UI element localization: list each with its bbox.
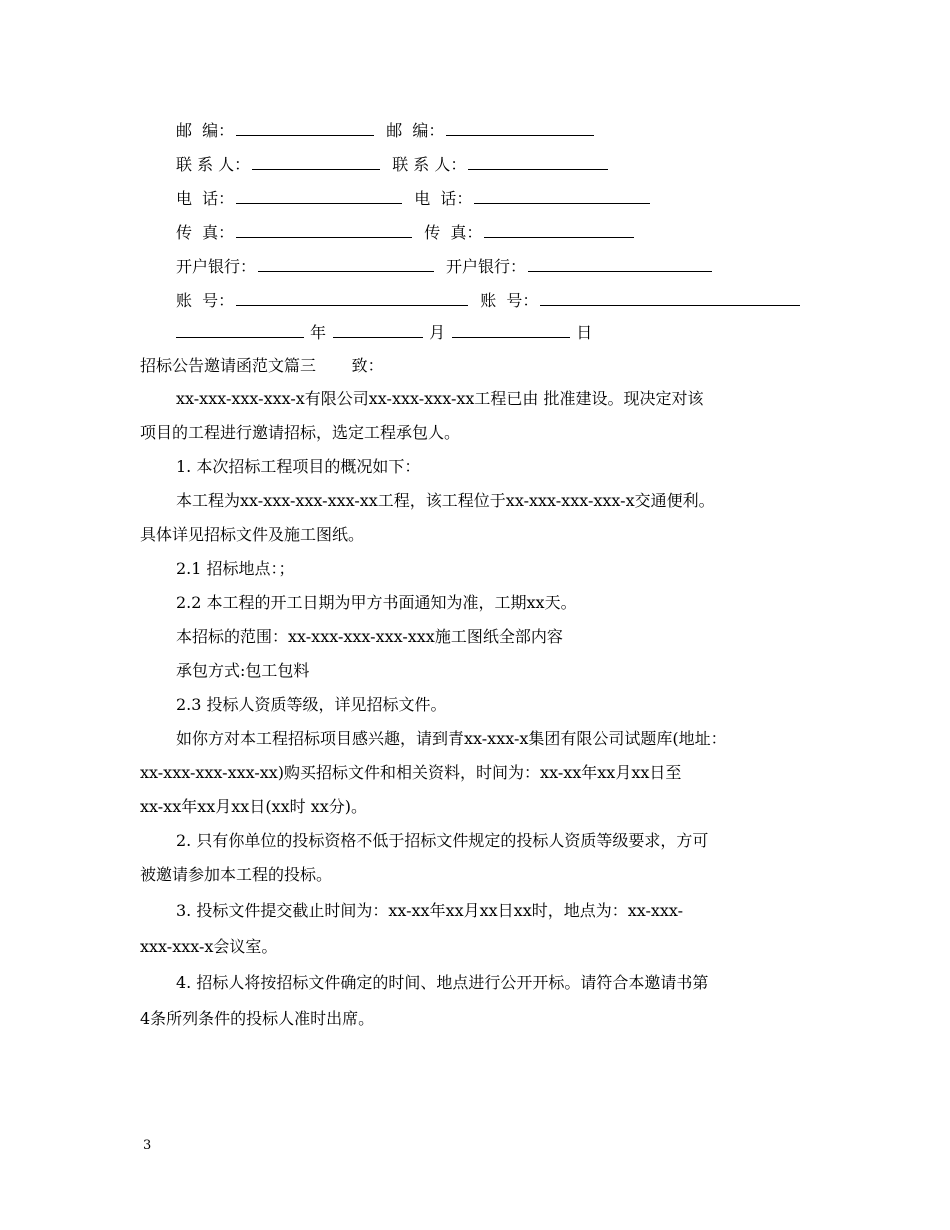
paragraph-line: 本招标的范围：xx-xxx-xxx-xxx-xxx施工图纸全部内容 [176, 627, 563, 646]
month-blank [333, 321, 423, 338]
paragraph-line: 本工程为xx-xxx-xxx-xxx-xx工程，该工程位于xx-xxx-xxx-xxx-x交通便利。 [176, 491, 715, 510]
contact-row [176, 153, 614, 176]
fill-in-blank [484, 221, 634, 238]
fill-in-blank [252, 153, 380, 170]
page-number: 3 [143, 1138, 152, 1153]
contact-label-left: 联 系 人： [176, 155, 251, 174]
paragraph-line: 2.2 本工程的开工日期为甲方书面通知为准，工期xx天。 [176, 593, 577, 612]
contact-row [176, 119, 600, 142]
fill-in-blank [528, 255, 712, 272]
contact-label-right: 账 号： [480, 291, 539, 310]
year-label: 年 [310, 323, 327, 342]
fill-in-blank [258, 255, 434, 272]
paragraph-line: xxx-xxx-x会议室。 [140, 937, 278, 956]
contact-label-left: 电 话： [176, 189, 235, 208]
paragraph-line: xx-xxx-xxx-xxx-xx)购买招标文件和相关资料，时间为：xx-xx年xx月xx日至 [140, 763, 682, 782]
paragraph-line: 1. 本次招标工程项目的概况如下： [176, 457, 421, 476]
fill-in-blank [236, 289, 468, 306]
fill-in-blank [540, 289, 800, 306]
contact-label-right: 电 话： [414, 189, 473, 208]
section-heading: 招标公告邀请函范文篇三 致： [140, 356, 384, 375]
contact-row [176, 289, 806, 312]
contact-label-right: 传 真： [424, 223, 483, 242]
contact-row [176, 221, 640, 244]
day-blank [452, 321, 570, 338]
contact-label-left: 账 号： [176, 291, 235, 310]
paragraph-line: 3. 投标文件提交截止时间为：xx-xx年xx月xx日xx时，地点为：xx-xxx- [176, 901, 684, 920]
paragraph-line: 2.3 投标人资质等级，详见招标文件。 [176, 695, 447, 714]
paragraph-line: 承包方式:包工包料 [176, 661, 310, 680]
contact-row [176, 187, 656, 210]
contact-row [176, 255, 718, 278]
fill-in-blank [468, 153, 608, 170]
contact-label-right: 开户银行： [446, 257, 527, 276]
fill-in-blank [236, 119, 374, 136]
day-label: 日 [576, 323, 593, 342]
contact-label-left: 开户银行： [176, 257, 257, 276]
contact-label-right: 联 系 人： [392, 155, 467, 174]
paragraph-line: 具体详见招标文件及施工图纸。 [140, 525, 365, 544]
paragraph-line: xx-xx年xx月xx日(xx时 xx分)。 [140, 797, 367, 816]
fill-in-blank [236, 187, 402, 204]
date-line [176, 321, 592, 344]
contact-label-left: 邮 编： [176, 121, 235, 140]
year-blank [176, 321, 304, 338]
fill-in-blank [474, 187, 650, 204]
paragraph-line: 项目的工程进行邀请招标，选定工程承包人。 [140, 423, 461, 442]
paragraph-line: 如你方对本工程招标项目感兴趣，请到青xx-xxx-x集团有限公司试题库(地址： [176, 729, 727, 748]
paragraph-line: 2. 只有你单位的投标资格不低于招标文件规定的投标人资质等级要求，方可 [176, 831, 709, 850]
paragraph-line: xx-xxx-xxx-xxx-x有限公司xx-xxx-xxx-xx工程已由 批准建设。现决定对该 [176, 389, 704, 408]
month-label: 月 [429, 323, 446, 342]
contact-label-right: 邮 编： [386, 121, 445, 140]
contact-label-left: 传 真： [176, 223, 235, 242]
paragraph-line: 被邀请参加本工程的投标。 [140, 865, 333, 884]
paragraph-line: 4. 招标人将按招标文件确定的时间、地点进行公开开标。请符合本邀请书第 [176, 973, 709, 992]
paragraph-line: 4条所列条件的投标人准时出席。 [140, 1009, 375, 1028]
fill-in-blank [446, 119, 594, 136]
fill-in-blank [236, 221, 412, 238]
paragraph-line: 2.1 招标地点：； [176, 559, 295, 578]
